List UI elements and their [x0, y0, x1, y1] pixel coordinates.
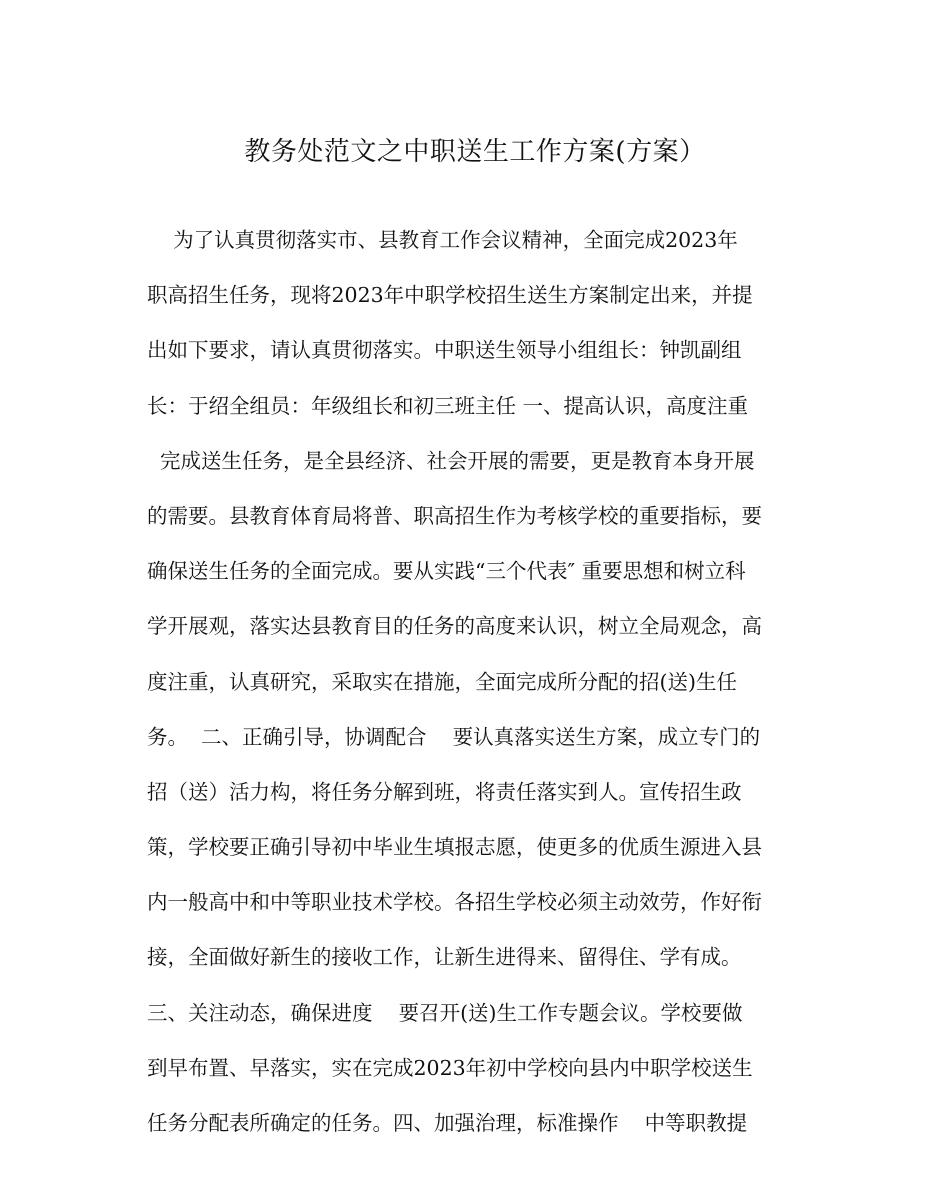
- text-line: 三、关注动态，确保进度 要召开(送)生工作专题会议。学校要做: [147, 1000, 743, 1025]
- text-line: 长：于绍全组员：年级组长和初三班主任 一、提高认识，高度注重: [147, 393, 749, 418]
- text-line: 为了认真贯彻落实市、县教育工作会议精神，全面完成2023年: [147, 228, 738, 252]
- text-line: 完成送生任务，是全县经济、社会开展的需要，更是教育本身开展: [147, 448, 755, 473]
- text-line: 接，全面做好新生的接收工作，让新生进得来、留得住、学有成。: [147, 945, 742, 970]
- text-line: 度注重，认真研究，采取实在措施，全面完成所分配的招(送)生任: [147, 669, 737, 694]
- text-line: 出如下要求，请认真贯彻落实。中职送生领导小组组长：钟凯副组: [147, 338, 742, 363]
- document-body: [147, 220, 812, 1158]
- text-line: 职高招生任务，现将2023年中职学校招生送生方案制定出来，并提: [147, 283, 753, 308]
- text-line: 确保送生任务的全面完成。要从实践“三个代表″ 重要思想和树立科: [147, 559, 746, 584]
- text-line: 到早布置、早落实，实在完成2023年初中学校向县内中职学校送生: [147, 1055, 753, 1080]
- text-line: 学开展观，落实达县教育目的任务的高度来认识，树立全局观念，高: [147, 614, 762, 639]
- text-line: 务。 二、正确引导，协调配合 要认真落实送生方案，成立专门的: [147, 724, 761, 749]
- text-line: 任务分配表所确定的任务。四、加强治理，标准操作 中等职教提: [147, 1111, 748, 1135]
- text-line: 的需要。县教育体育局将普、职高招生作为考核学校的重要指标，要: [147, 503, 762, 528]
- text-line: 内一般高中和中等职业技术学校。各招生学校必须主动效劳，作好衔: [147, 890, 762, 915]
- document-title: 教务处范文之中职送生工作方案(方案）: [244, 137, 706, 167]
- text-line: 策，学校要正确引导初中毕业生填报志愿，使更多的优质生源进入县: [147, 835, 762, 860]
- text-line: 招（送）活力构，将任务分解到班，将责任落实到人。宣传招生政: [147, 779, 742, 804]
